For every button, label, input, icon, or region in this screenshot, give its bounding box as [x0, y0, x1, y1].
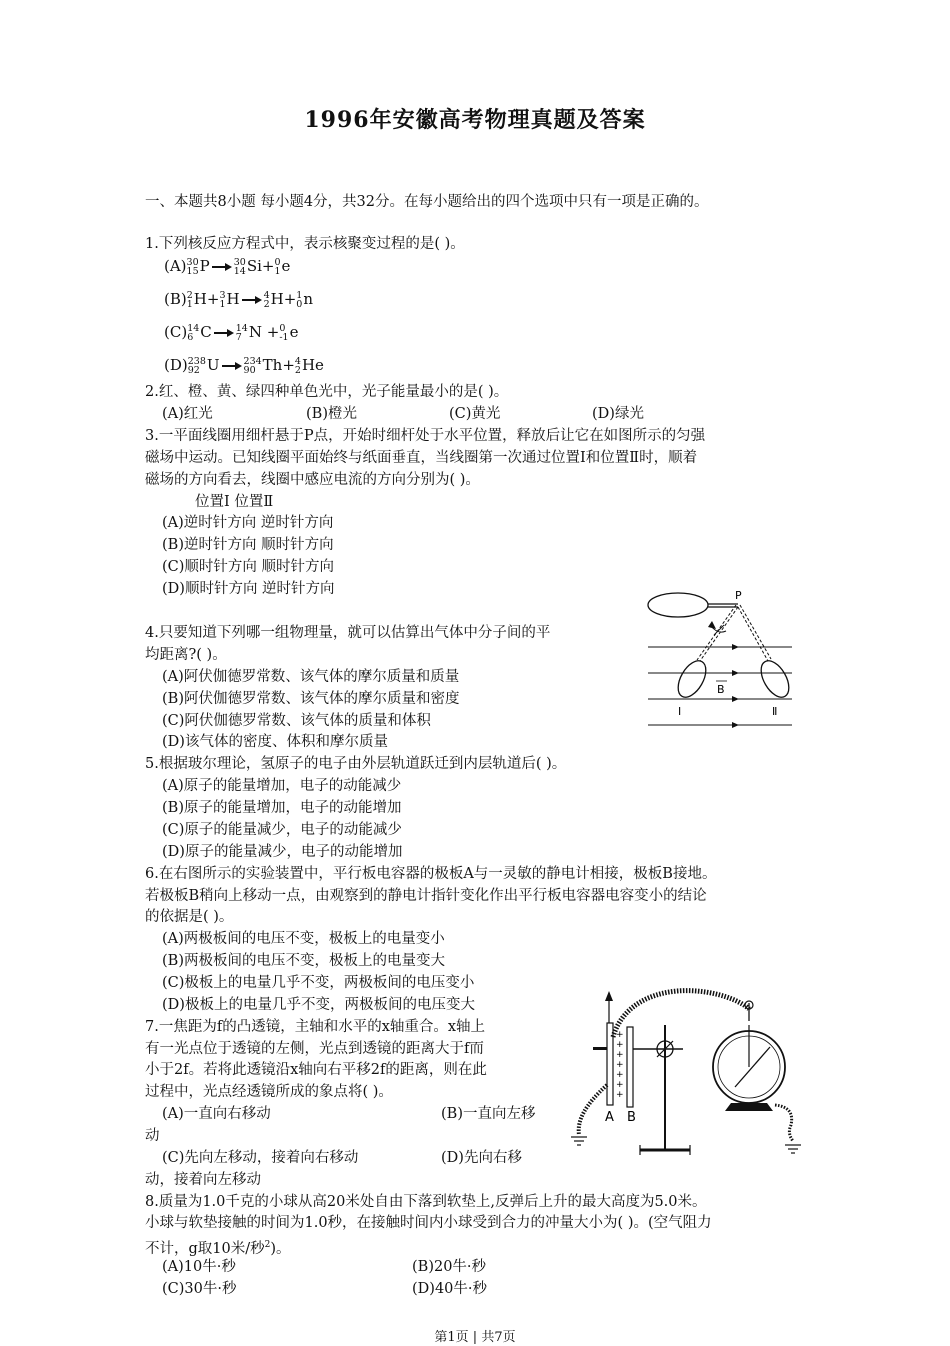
q3-option-a: (A)逆时针方向 逆时针方向 [162, 515, 334, 531]
q6-option-b: (B)两极板间的电压不变，极板上的电量变大 [162, 953, 445, 969]
point-p-label: P [735, 589, 742, 602]
q3-option-c: (C)顺时针方向 顺时针方向 [162, 559, 335, 575]
q5-option-b: (B)原子的能量增加，电子的动能增加 [162, 800, 402, 816]
q7-option-c: (C)先向左移动，接着向右移动 [162, 1150, 359, 1166]
svg-text:+: + [616, 1090, 624, 1100]
q7-stem-line1: 7.一焦距为f的凸透镜，主轴和水平的x轴重合。x轴上 [145, 1019, 486, 1035]
q7-option-a: (A)一直向右移动 [162, 1106, 271, 1122]
q6-option-d: (D)极板上的电量几乎不变，两极板间的电压变大 [162, 997, 475, 1013]
field-b-label: B [717, 683, 725, 696]
svg-text:+: + [616, 1040, 624, 1050]
q7-option-b-cont: 动 [145, 1128, 160, 1144]
q6-stem-line2: 若极板B稍向上移动一点，由观察到的静电计指针变化作出平行板电容器电容变小的结论 [145, 888, 707, 904]
page-footer: 第1页 | 共7页 [434, 1330, 516, 1345]
svg-text:+: + [616, 1070, 624, 1080]
q4-option-a: (A)阿伏伽德罗常数、该气体的摩尔质量和质量 [162, 669, 460, 685]
section-heading: 一、本题共8小题 每小题4分，共32分。在每小题给出的四个选项中只有一项是正确的。 [145, 194, 709, 210]
q1-stem: 1.下列核反应方程式中，表示核聚变过程的是( )。 [145, 236, 465, 252]
q6-option-a: (A)两极板间的电压不变，极板上的电量变小 [162, 931, 445, 947]
coil-magnetic-field-figure [640, 585, 800, 735]
q3-stem-line1: 3.一平面线圈用细杆悬于P点，开始时细杆处于水平位置，释放后让它在如图所示的匀强 [145, 428, 706, 444]
q7-option-b: (B)一直向左移 [441, 1106, 536, 1122]
q4-stem-line1: 4.只要知道下列哪一组物理量，就可以估算出气体中分子间的平 [145, 625, 551, 641]
q7-stem-line4: 过程中，光点经透镜所成的象点将( )。 [145, 1084, 393, 1100]
svg-text:+: + [616, 1050, 624, 1060]
q1-option-b: (B) 2 1 H+ 3 1 H 4 2 H+ 1 0 n [164, 290, 313, 310]
q7-stem-line3: 小于2f。若将此透镜沿x轴向右平移2f的距离，则在此 [145, 1062, 487, 1078]
q6-option-c: (C)极板上的电量几乎不变，两极板间的电压变小 [162, 975, 475, 991]
q3-column-header: 位置Ⅰ 位置Ⅱ [195, 494, 274, 510]
q2-stem: 2.红、橙、黄、绿四种单色光中，光子能量最小的是( )。 [145, 384, 509, 400]
q8-option-c: (C)30牛·秒 [162, 1281, 237, 1297]
coil-position-i [672, 656, 711, 702]
q4-option-d: (D)该气体的密度、体积和摩尔质量 [162, 734, 388, 750]
reaction-arrow-icon [242, 295, 262, 305]
reaction-arrow-icon [222, 361, 242, 371]
q2-option-c: (C)黄光 [449, 406, 501, 422]
page-title: 1996年安徽高考物理真题及答案 [304, 107, 646, 133]
q8-option-a: (A)10牛·秒 [162, 1259, 236, 1275]
q6-stem-line3: 的依据是( )。 [145, 909, 234, 925]
q5-option-d: (D)原子的能量减少，电子的动能增加 [162, 844, 403, 860]
q1-option-c: (C) 14 6 C 14 7 N + 0 -1 e [164, 323, 299, 343]
q2-option-d: (D)绿光 [592, 406, 644, 422]
q8-option-b: (B)20牛·秒 [412, 1259, 487, 1275]
plate-b [627, 1027, 633, 1107]
q8-stem-line1: 8.质量为1.0千克的小球从高20米处自由下落到软垫上,反弹后上升的最大高度为5.0米。 [145, 1194, 707, 1210]
q3-stem-line3: 磁场的方向看去，线圈中感应电流的方向分别为( )。 [145, 472, 480, 488]
position-ii-label: Ⅱ [772, 705, 778, 718]
q5-option-c: (C)原子的能量减少，电子的动能减少 [162, 822, 402, 838]
plate-b-label: B [627, 1110, 636, 1125]
reaction-arrow-icon [212, 262, 232, 272]
q6-stem-line1: 6.在右图所示的实验装置中，平行板电容器的极板A与一灵敏的静电计相接，极板B接地。 [145, 866, 717, 882]
svg-text:+: + [616, 1030, 624, 1040]
q3-option-b: (B)逆时针方向 顺时针方向 [162, 537, 334, 553]
q8-stem-line3: 不计，g取10米/秒$^2$)。 [145, 1240, 291, 1257]
q7-option-d-cont: 动，接着向左移动 [145, 1172, 261, 1188]
q1-option-d: (D) 238 92 U 234 90 Th+ 4 2 He [164, 356, 324, 376]
q5-stem: 5.根据玻尔理论，氢原子的电子由外层轨道跃迁到内层轨道后( )。 [145, 756, 567, 772]
q3-stem-line2: 磁场中运动。已知线圈平面始终与纸面垂直，当线圈第一次通过位置Ⅰ和位置Ⅱ时，顺着 [145, 450, 698, 466]
svg-text:+: + [616, 1060, 624, 1070]
coil-start-ellipse [648, 593, 708, 617]
q4-option-b: (B)阿伏伽德罗常数、该气体的摩尔质量和密度 [162, 691, 460, 707]
position-i-label: Ⅰ [678, 705, 682, 718]
q4-stem-line2: 均距离?( )。 [145, 647, 227, 663]
q2-option-a: (A)红光 [162, 406, 213, 422]
coil-position-ii [755, 656, 794, 702]
svg-text:+: + [616, 1080, 624, 1090]
q8-stem-line2: 小球与软垫接触的时间为1.0秒，在接触时间内小球受到合力的冲量大小为( )。(空气阻力 [145, 1215, 712, 1231]
q7-stem-line2: 有一光点位于透镜的左侧，光点到透镜的距离大于f而 [145, 1041, 484, 1057]
capacitor-electrometer-figure [565, 985, 805, 1170]
q5-option-a: (A)原子的能量增加，电子的动能减少 [162, 778, 402, 794]
q3-option-d: (D)顺时针方向 逆时针方向 [162, 581, 335, 597]
plate-a-label: A [605, 1110, 614, 1125]
reaction-arrow-icon [214, 328, 234, 338]
q8-option-d: (D)40牛·秒 [412, 1281, 487, 1297]
q7-option-d: (D)先向右移 [441, 1150, 522, 1166]
q4-option-c: (C)阿伏伽德罗常数、该气体的质量和体积 [162, 713, 431, 729]
q2-option-b: (B)橙光 [306, 406, 357, 422]
q1-option-a: (A) 30 15 P 30 14 Si+ 0 1 e [164, 257, 291, 277]
electrometer-needle [735, 1047, 770, 1087]
